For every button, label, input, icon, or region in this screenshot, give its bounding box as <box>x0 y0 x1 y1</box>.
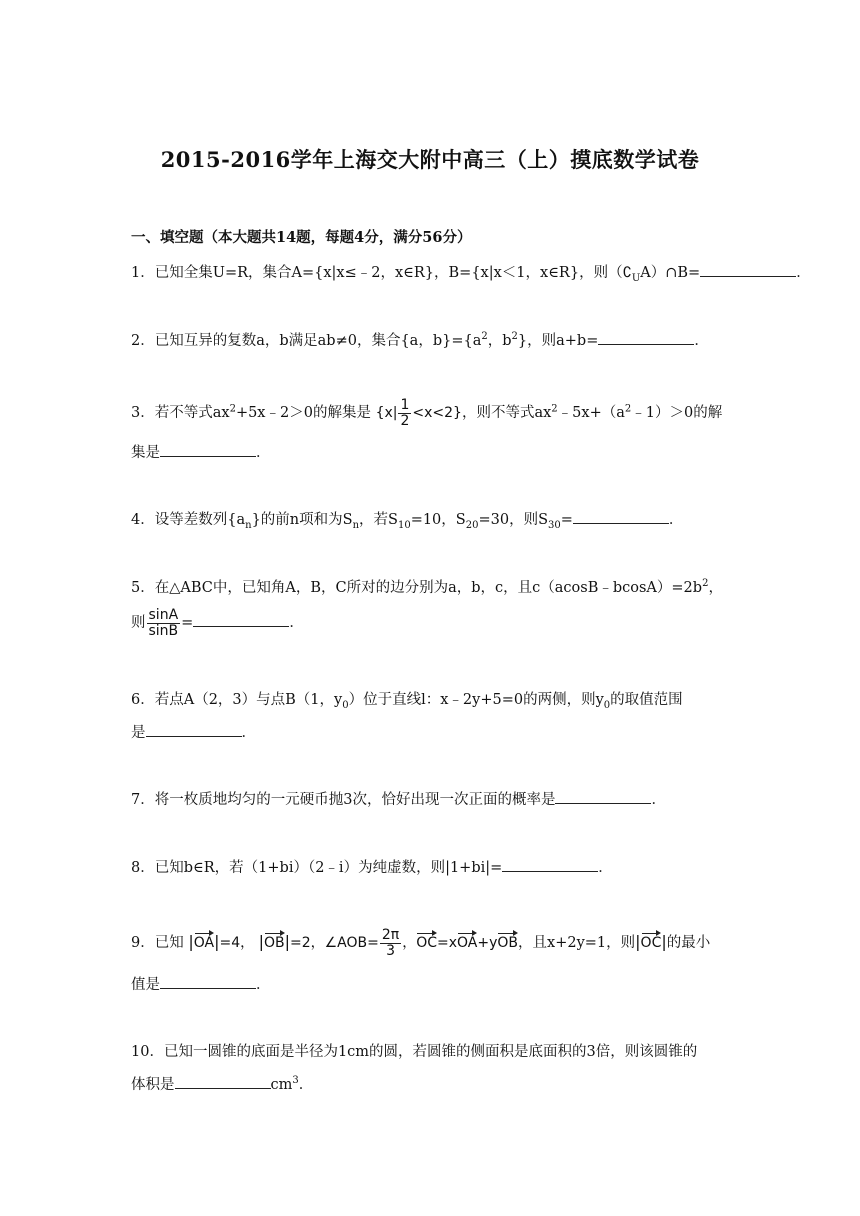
q9-text-post: 的最小 <box>666 935 711 952</box>
vector-oc-magnitude: |OC| <box>635 932 667 952</box>
question-8 <box>131 856 613 877</box>
answer-blank-6[interactable] <box>146 721 242 737</box>
answer-blank-10[interactable] <box>175 1073 271 1089</box>
q10-exp: 3 <box>292 1075 299 1087</box>
q10-unit: cm <box>270 1077 293 1093</box>
q4-sub-20: 20 <box>465 519 479 531</box>
q1-text-pre: 1．已知全集U=R，集合A={x|x≤﹣2，x∈R}，B={x|x＜1，x∈R}，则（ <box>131 265 623 281</box>
answer-blank-3[interactable] <box>160 441 256 457</box>
answer-blank-2[interactable] <box>598 329 694 345</box>
q3-text-mid3: ﹣5x+（a <box>557 405 625 422</box>
q6-text-mid: ）位于直线l：x﹣2y+5=0的两侧，则y <box>348 692 604 708</box>
q4-text-mid1: }的前n项和为S <box>251 512 353 528</box>
q2-text-post: }，则a+b= <box>517 333 599 349</box>
q9-eq2: =2， <box>289 935 325 952</box>
q9-text-mid: ，且x+2y=1，则 <box>518 935 636 952</box>
q5-comma: ， <box>708 580 723 596</box>
q9-eq-x: =x <box>437 935 458 952</box>
q6-sub-0: 0 <box>342 699 349 711</box>
vector-oc: OC <box>416 935 438 952</box>
answer-blank-9[interactable] <box>160 973 256 989</box>
answer-blank-5[interactable] <box>193 611 289 627</box>
question-9 <box>131 928 710 958</box>
q6-sub-0-2: 0 <box>603 699 611 711</box>
question-4 <box>131 508 683 531</box>
question-6-line-2 <box>131 721 256 742</box>
set-open: {x| <box>375 405 398 422</box>
q5-exp: 2 <box>702 578 709 590</box>
q3-exp-1: 2 <box>229 403 236 415</box>
fraction-numerator: 2π <box>381 927 400 943</box>
q3-exp-2: 2 <box>551 403 558 415</box>
q3-text-post: ﹣1）＞0的解 <box>631 405 723 422</box>
q1-subscript-u: U <box>631 272 641 284</box>
q4-text-post: = <box>560 512 573 528</box>
q1-text-post: A）∩B= <box>640 265 701 281</box>
q4-text-v10: =10，S <box>410 512 466 528</box>
question-3-line-2 <box>131 441 271 462</box>
q9-end: ． <box>256 977 271 993</box>
vector-oa: OA <box>457 935 478 952</box>
fraction-numerator: 1 <box>400 397 410 413</box>
q5-line1-text: 5．在△ABC中，已知角A，B，C所对的边分别为a，b，c，且c（acosB﹣bcosA）=2b <box>131 580 703 596</box>
q10-line2-text: 体积是 <box>131 1077 175 1093</box>
vector-ob: OB <box>497 935 519 952</box>
q4-sub-10: 10 <box>397 519 411 531</box>
q9-line2-text: 值是 <box>131 977 160 993</box>
question-6 <box>131 688 683 711</box>
q5-end: ． <box>289 615 304 632</box>
set-close: <x<2} <box>412 405 462 422</box>
question-1 <box>131 261 811 284</box>
question-10-line-2 <box>131 1073 313 1094</box>
q8-text: 8．已知b∈R，若（1+bi）（2﹣i）为纯虚数，则|1+bi|= <box>131 860 503 876</box>
fraction-two-pi-over-three <box>380 928 401 958</box>
q10-end: ． <box>298 1077 314 1093</box>
q2-exp-a: 2 <box>481 331 488 343</box>
q3-text-mid1: +5x﹣2＞0的解集是 <box>235 405 371 422</box>
q4-sub-30: 30 <box>548 519 561 531</box>
q3-text-pre: 3．若不等式ax <box>131 405 230 422</box>
question-2 <box>131 329 709 350</box>
fraction-sina-over-sinb <box>147 608 181 638</box>
q4-text-mid2: ，若S <box>359 512 398 528</box>
q2-text-mid: ，b <box>487 333 512 349</box>
q9-text-pre: 9．已知 <box>131 935 184 952</box>
question-3 <box>131 398 722 428</box>
q3-end: ． <box>256 445 271 461</box>
q2-text-pre: 2．已知互异的复数a，b满足ab≠0，集合{a，b}={a <box>131 333 482 349</box>
question-5-line-2 <box>131 608 304 638</box>
q7-end: ． <box>651 792 666 808</box>
q9-comma: ， <box>402 935 417 952</box>
q9-plus-y: +y <box>477 935 498 952</box>
fraction-denominator: sinB <box>148 622 179 639</box>
q6-text-pre: 6．若点A（2，3）与点B（1，y <box>131 692 343 708</box>
q3-exp-3: 2 <box>624 403 632 415</box>
q6-line2-text: 是 <box>131 725 146 741</box>
q4-text-pre: 4．设等差数列{a <box>131 512 246 528</box>
fraction-denominator: 3 <box>386 942 395 959</box>
question-10 <box>131 1040 697 1061</box>
vector-oc: OC <box>640 935 662 952</box>
exam-title: 2015-2016学年上海交大附中高三（上）摸底数学试卷 <box>160 147 700 172</box>
vector-condition-formula: |OA|=4， |OB|=2，∠AOB= $\frac{2\pi}{3}$ ，OC=xOA+yOB <box>188 927 519 959</box>
q4-sub-n: n <box>245 519 252 531</box>
q9-eq4: =4， <box>219 935 255 952</box>
vector-ob: OB <box>263 935 285 952</box>
fraction-denominator: 2 <box>400 412 410 429</box>
question-5 <box>131 576 723 597</box>
question-7 <box>131 788 666 809</box>
q6-end: ． <box>241 725 256 741</box>
complement-symbol: ∁ <box>622 265 632 281</box>
q3-text-mid2: ，则不等式ax <box>461 405 552 422</box>
answer-blank-8[interactable] <box>502 856 598 872</box>
q6-text-post: 的取值范围 <box>610 692 683 708</box>
answer-blank-4[interactable] <box>573 508 669 524</box>
q2-exp-b: 2 <box>511 331 518 343</box>
fraction-numerator: sinA <box>147 608 181 624</box>
q3-line2-text: 集是 <box>131 445 160 461</box>
angle-aob: ∠AOB= <box>324 935 379 952</box>
fraction-one-half <box>398 398 411 428</box>
q8-end: ． <box>598 860 613 876</box>
question-9-line-2 <box>131 973 271 994</box>
q7-text: 7．将一枚质地均匀的一元硬币抛3次，恰好出现一次正面的概率是 <box>131 792 556 808</box>
q5-eq: = <box>181 615 194 632</box>
q5-ze: 则 <box>131 615 146 632</box>
answer-blank-7[interactable] <box>555 788 651 804</box>
q4-sub-n-2: n <box>352 519 360 531</box>
q4-end: ． <box>668 512 684 528</box>
answer-blank-1[interactable] <box>700 261 796 277</box>
q4-text-v20: =30，则S <box>478 512 549 528</box>
section-heading-fill-blank: 一、填空题（本大题共14题，每题4分，满分56分） <box>131 229 472 246</box>
solution-set-formula <box>375 397 462 429</box>
q10-line1-text: 10．已知一圆锥的底面是半径为1cm的圆，若圆锥的侧面积是底面积的3倍，则该圆锥的 <box>131 1044 698 1060</box>
q2-end: ． <box>694 333 709 349</box>
q1-end: ． <box>796 265 811 281</box>
vector-oa: OA <box>193 935 215 952</box>
